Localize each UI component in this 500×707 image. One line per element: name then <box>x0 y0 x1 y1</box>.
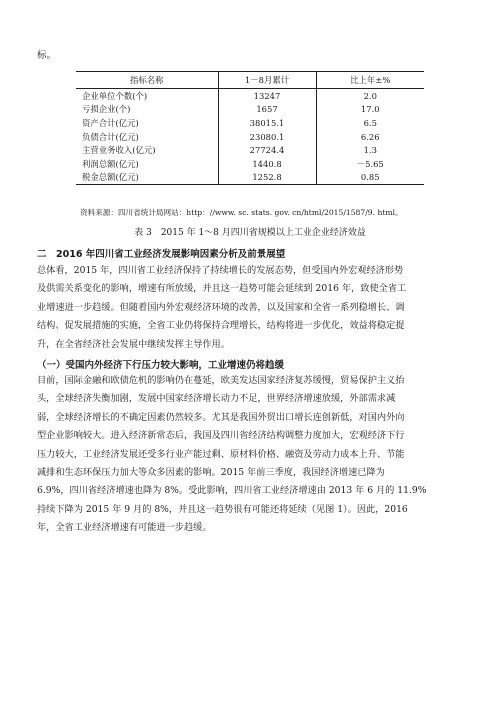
yoy-change: 17.0 <box>360 104 380 115</box>
cumulative-value: 1657 <box>218 103 316 117</box>
economic-benefits-table <box>76 71 424 185</box>
cumulative-value: 23080.1 <box>218 130 316 144</box>
paragraph-line: 头，全球经济失衡加剧，发展中国家经济增长动力不足，世界经济增速放缓，外部需求减 <box>37 393 396 405</box>
paragraph-line: 升，在全省经济社会发展中继续发挥主导作用。 <box>37 338 230 350</box>
yoy-change: 0.85 <box>316 171 424 185</box>
table-source-note: 资料来源：四川省统计局网站：http：//www. sc. stats. gov. cn/html/2015/1587/9. html。 <box>80 208 403 217</box>
table-row <box>76 116 424 130</box>
paragraph-line: 型企业影响较大。进入经济新常态后，我国及四川省经济结构调整力度加大，宏观经济下行 <box>37 430 405 442</box>
table-row <box>76 171 424 185</box>
paragraph-line: 目前，国际金融和欧债危机的影响仍在蔓延，欧美发达国家经济复苏缓慢，贸易保护主义抬 <box>37 375 405 386</box>
indicator-name: 亏损企业(个) <box>76 103 218 117</box>
paragraph-line: 持续下降为 2015 年 9 月的 8%，并且这一趋势很有可能还将延续（见图 1）。因此，2016 <box>37 503 408 515</box>
table-caption: 表 3 2015 年 1～8 月四川省规模以上工业企业经济效益 <box>134 228 366 238</box>
yoy-change: 6.26 <box>360 131 380 142</box>
paragraph-line: 压力较大，工业经济发展还受多行业产能过剩、原材料价格、融资及劳动力成本上升、节能 <box>37 448 405 460</box>
cumulative-value: 38015.1 <box>218 116 316 130</box>
paragraph-line: 业增速进一步趋缓。但随着国内外宏观经济环境的改善，以及国家和全省一系列稳增长、调 <box>37 301 405 313</box>
cumulative-value: 27724.4 <box>218 143 316 157</box>
indicator-name: 资产合计(亿元) <box>76 116 218 130</box>
cumulative-value: 1440.8 <box>218 157 316 171</box>
indicator-name: 税金总额(亿元) <box>76 171 218 185</box>
yoy-change: 1.3 <box>363 145 377 156</box>
paragraph-line: 6.9%，四川省经济增速也降为 8%。受此影响，四川省工业经济增速由 2013 年 6 月的 11.9% <box>37 485 427 497</box>
yoy-change: 2.0 <box>363 90 377 101</box>
paragraph-line: 减排和生态环保压力加大等众多因素的影响。2015 年前三季度，我国经济增速已降为 <box>37 467 385 479</box>
column-header: 指标名称 <box>76 72 218 89</box>
column-header: 比上年±% <box>316 72 424 89</box>
analysis-paragraph <box>37 372 477 538</box>
column-header: 1－8月累计 <box>218 72 316 89</box>
indicator-name: 利润总额(亿元) <box>76 157 218 171</box>
paragraph-line: 弱，全球经济增长的不确定因素仍然较多。尤其是我国外贸出口增长连创新低，对国内外向 <box>37 411 405 423</box>
indicator-name: 主营业务收入(亿元) <box>76 143 218 157</box>
yoy-change: 6.5 <box>363 117 377 128</box>
yoy-change: －5.65 <box>356 158 384 169</box>
cumulative-value: 1252.8 <box>218 171 316 185</box>
overview-paragraph <box>37 262 477 354</box>
table-header-row <box>76 72 424 89</box>
subsection-heading: （一）受国内外经济下行压力较大影响，工业增速仍将趋缓 <box>37 360 285 371</box>
carryover-text: 标。 <box>37 50 57 61</box>
paragraph-line: 总体看，2015 年，四川省工业经济保持了持续增长的发展态势，但受国内外宏观经济形势 <box>37 265 404 276</box>
paragraph-line: 结构、促发展措施的实施，全省工业仍将保持合理增长，结构将进一步优化，效益将稳定提 <box>37 320 405 332</box>
paragraph-line: 及供需关系变化的影响，增速有所放缓，并且这一趋势可能会延续到 2016 年，致使全省工 <box>37 283 407 295</box>
table-row <box>76 130 424 144</box>
table-row <box>76 103 424 117</box>
section-heading: 二 2016 年四川省工业经济发展影响因素分析及前景展望 <box>37 249 286 260</box>
cumulative-value: 13247 <box>218 89 316 103</box>
indicator-name: 负债合计(亿元) <box>76 130 218 144</box>
table-row <box>76 143 424 157</box>
paragraph-line: 年，全省工业经济增速有可能进一步趋缓。 <box>37 522 212 534</box>
table-row <box>76 89 424 103</box>
table-row <box>76 157 424 171</box>
indicator-name: 企业单位个数(个) <box>76 89 218 103</box>
